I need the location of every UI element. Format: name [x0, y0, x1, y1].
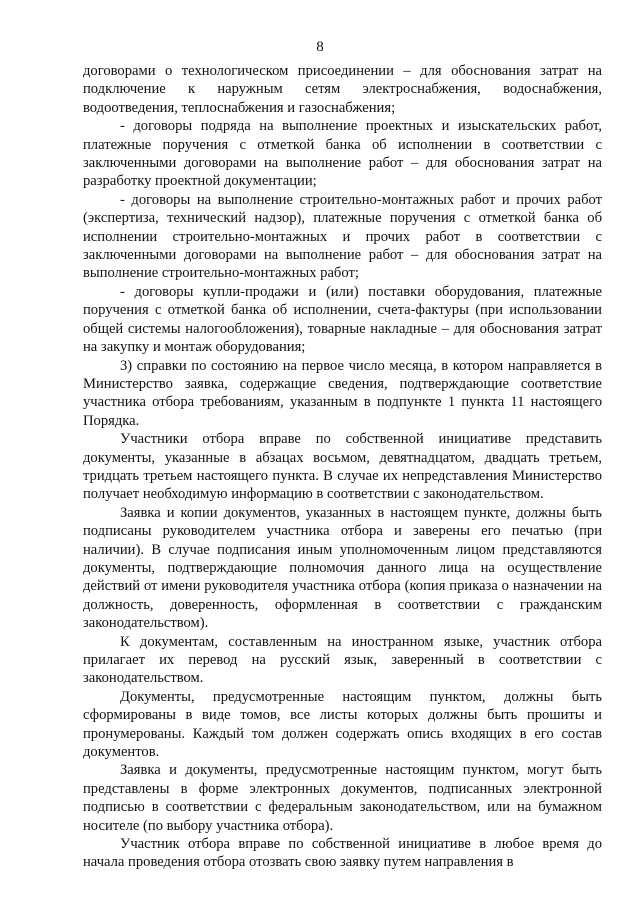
- paragraph: Участники отбора вправе по собственной инициативе представить документы, указанные в абзацах восьмом, девятнадцатом, двадцать третьем, тридцать третьем настоящего пункта. В случае их непредставления Министерство получает необходимую информацию в соответствии с законодательством.: [83, 431, 602, 503]
- paragraph: Документы, предусмотренные настоящим пунктом, должны быть сформированы в виде томов, все листы которых должны быть прошиты и пронумерованы. Каждый том должен содержать опись входящих в его состав документов.: [83, 688, 602, 761]
- paragraph: 3) справки по состоянию на первое число месяца, в котором направляется в Министерство заявка, содержащие сведения, подтверждающие соответствие участника отбора требованиям, указанным в подпункте 1 пункта 11 настоящего Порядка.: [83, 357, 602, 429]
- paragraph: Заявка и документы, предусмотренные настоящим пунктом, могут быть представлены в форме электронных документов, подписанных электронной подписью в соответствии с федеральным законодательством, или на бумажном носителе (по выбору участника отбора).: [83, 762, 602, 834]
- paragraph: Участник отбора вправе по собственной инициативе в любое время до начала проведения отбора отозвать свою заявку путем направления в: [83, 836, 602, 871]
- paragraph: Заявка и копии документов, указанных в настоящем пункте, должны быть подписаны руководителем участника отбора и заверены его печатью (при наличии). В случае подписания иным уполномоченным лицом представляются документы, подтверждающие полномочия данного лица на осуществление действий от имени руководителя участника отбора (копия приказа о назначении на должность, доверенность, оформленная в соответствии с гражданским законодательством).: [83, 504, 602, 632]
- page-number: 8: [316, 39, 324, 55]
- paragraph: К документам, составленным на иностранном языке, участник отбора прилагает их перевод на русский язык, заверенный в соответствии с законодательством.: [83, 633, 602, 687]
- document-body: [83, 62, 602, 872]
- paragraph: - договоры на выполнение строительно-монтажных работ и прочих работ (экспертиза, технический надзор), платежные поручения с отметкой банка об исполнении строительно-монтажных и прочих работ в соответствии с заключенными договорами на выполнение работ – для обоснования затрат на выполнение строительно-монтажных работ;: [83, 191, 602, 282]
- paragraph: договорами о технологическом присоединении – для обоснования затрат на подключение к наружным сетям электроснабжения, водоснабжения, водоотведения, теплоснабжения и газоснабжения;: [83, 63, 602, 116]
- paragraph: - договоры подряда на выполнение проектных и изыскательских работ, платежные поручения с отметкой банка об исполнении в соответствии с заключенными договорами на выполнение работ – для обоснования затрат на разработку проектной документации;: [83, 118, 602, 190]
- paragraph: - договоры купли-продажи и (или) поставки оборудования, платежные поручения с отметкой банка об исполнении, счета-фактуры (при использовании общей системы налогообложения), товарные накладные – для обоснования затрат на закупку и монтаж оборудования;: [83, 283, 602, 356]
